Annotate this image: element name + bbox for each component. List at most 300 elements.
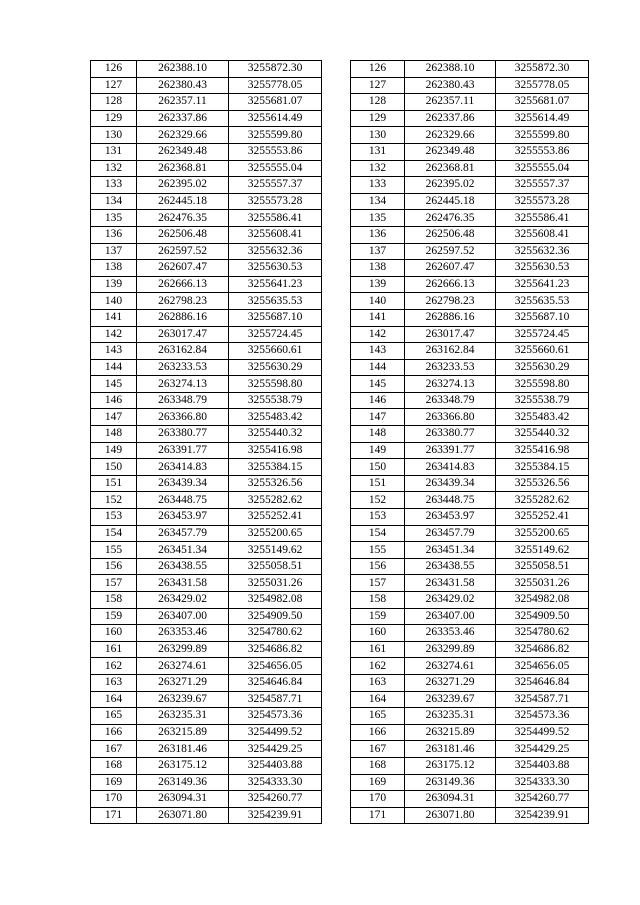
- x-coordinate-cell: 262798.23: [137, 293, 229, 310]
- x-coordinate-cell: 262337.86: [137, 110, 229, 127]
- x-coordinate-cell: 262886.16: [137, 309, 229, 326]
- table-row: [351, 708, 589, 725]
- table-row: [91, 492, 322, 509]
- x-coordinate-cell: 262380.43: [405, 77, 496, 94]
- point-number-cell: 150: [351, 459, 405, 476]
- table-row: [351, 309, 589, 326]
- table-row: [91, 127, 322, 144]
- table-row: [351, 509, 589, 526]
- point-number-cell: 161: [351, 641, 405, 658]
- y-coordinate-cell: 3254909.50: [496, 608, 589, 625]
- table-row: [91, 293, 322, 310]
- x-coordinate-cell: 263439.34: [405, 475, 496, 492]
- x-coordinate-cell: 263017.47: [137, 326, 229, 343]
- point-number-cell: 152: [351, 492, 405, 509]
- point-number-cell: 154: [351, 525, 405, 542]
- point-number-cell: 143: [91, 343, 137, 360]
- y-coordinate-cell: 3255483.42: [496, 409, 589, 426]
- point-number-cell: 134: [351, 193, 405, 210]
- x-coordinate-cell: 263299.89: [137, 641, 229, 658]
- x-coordinate-cell: 263235.31: [137, 708, 229, 725]
- x-coordinate-cell: 263239.67: [137, 691, 229, 708]
- point-number-cell: 132: [351, 160, 405, 177]
- table-row: [351, 210, 589, 227]
- x-coordinate-cell: 263366.80: [405, 409, 496, 426]
- x-coordinate-cell: 263438.55: [405, 558, 496, 575]
- y-coordinate-cell: 3255384.15: [496, 459, 589, 476]
- point-number-cell: 135: [91, 210, 137, 227]
- point-number-cell: 159: [351, 608, 405, 625]
- x-coordinate-cell: 263429.02: [137, 592, 229, 609]
- y-coordinate-cell: 3254573.36: [229, 708, 322, 725]
- table-row: [91, 193, 322, 210]
- table-row: [91, 625, 322, 642]
- table-row: [91, 741, 322, 758]
- table-row: [351, 791, 589, 808]
- table-row: [351, 193, 589, 210]
- x-coordinate-cell: 263181.46: [405, 741, 496, 758]
- point-number-cell: 161: [91, 641, 137, 658]
- point-number-cell: 133: [351, 177, 405, 194]
- table-row: [91, 757, 322, 774]
- x-coordinate-cell: 263181.46: [137, 741, 229, 758]
- y-coordinate-cell: 3255149.62: [229, 542, 322, 559]
- table-row: [351, 724, 589, 741]
- point-number-cell: 165: [351, 708, 405, 725]
- table-row: [351, 293, 589, 310]
- point-number-cell: 162: [91, 658, 137, 675]
- x-coordinate-cell: 263448.75: [137, 492, 229, 509]
- y-coordinate-cell: 3255416.98: [229, 442, 322, 459]
- point-number-cell: 130: [351, 127, 405, 144]
- x-coordinate-cell: 262395.02: [405, 177, 496, 194]
- point-number-cell: 164: [91, 691, 137, 708]
- point-number-cell: 149: [91, 442, 137, 459]
- point-number-cell: 139: [351, 276, 405, 293]
- y-coordinate-cell: 3255555.04: [229, 160, 322, 177]
- table-row: [91, 542, 322, 559]
- point-number-cell: 139: [91, 276, 137, 293]
- x-coordinate-cell: 263299.89: [405, 641, 496, 658]
- table-row: [91, 376, 322, 393]
- point-number-cell: 157: [351, 575, 405, 592]
- table-row: [351, 77, 589, 94]
- x-coordinate-cell: 263438.55: [137, 558, 229, 575]
- x-coordinate-cell: 262798.23: [405, 293, 496, 310]
- x-coordinate-cell: 263071.80: [405, 807, 496, 824]
- point-number-cell: 148: [91, 426, 137, 443]
- table-row: [351, 160, 589, 177]
- table-row: [91, 442, 322, 459]
- point-number-cell: 156: [351, 558, 405, 575]
- point-number-cell: 166: [91, 724, 137, 741]
- table-row: [351, 94, 589, 111]
- y-coordinate-cell: 3255599.80: [496, 127, 589, 144]
- point-number-cell: 163: [91, 674, 137, 691]
- point-number-cell: 128: [91, 94, 137, 111]
- table-row: [91, 608, 322, 625]
- x-coordinate-cell: 263391.77: [137, 442, 229, 459]
- table-row: [91, 791, 322, 808]
- y-coordinate-cell: 3255598.80: [496, 376, 589, 393]
- y-coordinate-cell: 3254686.82: [496, 641, 589, 658]
- point-number-cell: 128: [351, 94, 405, 111]
- x-coordinate-cell: 263274.13: [137, 376, 229, 393]
- x-coordinate-cell: 263175.12: [137, 757, 229, 774]
- x-coordinate-cell: 263366.80: [137, 409, 229, 426]
- table-row: [351, 143, 589, 160]
- table-row: [91, 459, 322, 476]
- x-coordinate-cell: 263431.58: [137, 575, 229, 592]
- x-coordinate-cell: 263271.29: [137, 674, 229, 691]
- coordinate-table-right: [350, 60, 589, 824]
- y-coordinate-cell: 3255724.45: [229, 326, 322, 343]
- y-coordinate-cell: 3255586.41: [496, 210, 589, 227]
- table-row: [351, 575, 589, 592]
- y-coordinate-cell: 3254656.05: [229, 658, 322, 675]
- table-row: [91, 210, 322, 227]
- point-number-cell: 137: [91, 243, 137, 260]
- x-coordinate-cell: 262329.66: [405, 127, 496, 144]
- x-coordinate-cell: 263271.29: [405, 674, 496, 691]
- table-row: [351, 127, 589, 144]
- table-row: [91, 359, 322, 376]
- point-number-cell: 170: [91, 791, 137, 808]
- y-coordinate-cell: 3254403.88: [229, 757, 322, 774]
- point-number-cell: 145: [91, 376, 137, 393]
- table-row: [91, 774, 322, 791]
- y-coordinate-cell: 3255630.53: [496, 260, 589, 277]
- point-number-cell: 163: [351, 674, 405, 691]
- y-coordinate-cell: 3255641.23: [496, 276, 589, 293]
- y-coordinate-cell: 3255687.10: [229, 309, 322, 326]
- table-row: [351, 243, 589, 260]
- x-coordinate-cell: 263215.89: [405, 724, 496, 741]
- y-coordinate-cell: 3254403.88: [496, 757, 589, 774]
- y-coordinate-cell: 3254429.25: [229, 741, 322, 758]
- y-coordinate-cell: 3254239.91: [229, 807, 322, 824]
- point-number-cell: 147: [351, 409, 405, 426]
- x-coordinate-cell: 262349.48: [137, 143, 229, 160]
- x-coordinate-cell: 263274.61: [405, 658, 496, 675]
- y-coordinate-cell: 3254686.82: [229, 641, 322, 658]
- point-number-cell: 131: [351, 143, 405, 160]
- x-coordinate-cell: 262666.13: [405, 276, 496, 293]
- x-coordinate-cell: 263149.36: [405, 774, 496, 791]
- y-coordinate-cell: 3255557.37: [229, 177, 322, 194]
- point-number-cell: 166: [351, 724, 405, 741]
- point-number-cell: 133: [91, 177, 137, 194]
- table-row: [91, 691, 322, 708]
- x-coordinate-cell: 262337.86: [405, 110, 496, 127]
- point-number-cell: 142: [351, 326, 405, 343]
- x-coordinate-cell: 262395.02: [137, 177, 229, 194]
- point-number-cell: 134: [91, 193, 137, 210]
- y-coordinate-cell: 3255483.42: [229, 409, 322, 426]
- table-row: [351, 757, 589, 774]
- y-coordinate-cell: 3255608.41: [496, 226, 589, 243]
- table-row: [351, 409, 589, 426]
- y-coordinate-cell: 3255200.65: [229, 525, 322, 542]
- point-number-cell: 159: [91, 608, 137, 625]
- y-coordinate-cell: 3255573.28: [229, 193, 322, 210]
- point-number-cell: 167: [351, 741, 405, 758]
- table-row: [351, 592, 589, 609]
- table-row: [351, 807, 589, 824]
- x-coordinate-cell: 262349.48: [405, 143, 496, 160]
- y-coordinate-cell: 3254982.08: [496, 592, 589, 609]
- table-row: [91, 658, 322, 675]
- point-number-cell: 168: [91, 757, 137, 774]
- point-number-cell: 165: [91, 708, 137, 725]
- table-row: [91, 592, 322, 609]
- point-number-cell: 157: [91, 575, 137, 592]
- x-coordinate-cell: 263448.75: [405, 492, 496, 509]
- y-coordinate-cell: 3255058.51: [229, 558, 322, 575]
- x-coordinate-cell: 262597.52: [405, 243, 496, 260]
- table-row: [351, 343, 589, 360]
- point-number-cell: 151: [351, 475, 405, 492]
- y-coordinate-cell: 3255778.05: [496, 77, 589, 94]
- table-row: [91, 77, 322, 94]
- y-coordinate-cell: 3254982.08: [229, 592, 322, 609]
- point-number-cell: 130: [91, 127, 137, 144]
- y-coordinate-cell: 3255555.04: [496, 160, 589, 177]
- x-coordinate-cell: 263239.67: [405, 691, 496, 708]
- x-coordinate-cell: 262357.11: [137, 94, 229, 111]
- x-coordinate-cell: 263233.53: [405, 359, 496, 376]
- y-coordinate-cell: 3255630.29: [229, 359, 322, 376]
- table-row: [351, 226, 589, 243]
- point-number-cell: 160: [351, 625, 405, 642]
- table-row: [91, 326, 322, 343]
- x-coordinate-cell: 262597.52: [137, 243, 229, 260]
- point-number-cell: 138: [351, 260, 405, 277]
- x-coordinate-cell: 262388.10: [137, 61, 229, 78]
- table-row: [91, 61, 322, 78]
- table-row: [91, 426, 322, 443]
- table-row: [91, 110, 322, 127]
- y-coordinate-cell: 3254573.36: [496, 708, 589, 725]
- x-coordinate-cell: 263451.34: [405, 542, 496, 559]
- x-coordinate-cell: 262607.47: [137, 260, 229, 277]
- point-number-cell: 145: [351, 376, 405, 393]
- x-coordinate-cell: 263380.77: [137, 426, 229, 443]
- point-number-cell: 155: [351, 542, 405, 559]
- y-coordinate-cell: 3254429.25: [496, 741, 589, 758]
- table-row: [351, 442, 589, 459]
- y-coordinate-cell: 3255632.36: [496, 243, 589, 260]
- point-number-cell: 136: [91, 226, 137, 243]
- point-number-cell: 147: [91, 409, 137, 426]
- x-coordinate-cell: 262388.10: [405, 61, 496, 78]
- point-number-cell: 167: [91, 741, 137, 758]
- x-coordinate-cell: 263071.80: [137, 807, 229, 824]
- point-number-cell: 144: [351, 359, 405, 376]
- x-coordinate-cell: 263453.97: [405, 509, 496, 526]
- y-coordinate-cell: 3255538.79: [229, 392, 322, 409]
- table-row: [91, 475, 322, 492]
- y-coordinate-cell: 3255282.62: [229, 492, 322, 509]
- y-coordinate-cell: 3254587.71: [496, 691, 589, 708]
- y-coordinate-cell: 3255630.29: [496, 359, 589, 376]
- y-coordinate-cell: 3255553.86: [496, 143, 589, 160]
- y-coordinate-cell: 3254646.84: [496, 674, 589, 691]
- y-coordinate-cell: 3255149.62: [496, 542, 589, 559]
- x-coordinate-cell: 263439.34: [137, 475, 229, 492]
- x-coordinate-cell: 263149.36: [137, 774, 229, 791]
- point-number-cell: 151: [91, 475, 137, 492]
- table-row: [91, 276, 322, 293]
- point-number-cell: 129: [351, 110, 405, 127]
- point-number-cell: 153: [91, 509, 137, 526]
- x-coordinate-cell: 263348.79: [137, 392, 229, 409]
- table-row: [91, 708, 322, 725]
- x-coordinate-cell: 262329.66: [137, 127, 229, 144]
- x-coordinate-cell: 262607.47: [405, 260, 496, 277]
- y-coordinate-cell: 3255660.61: [496, 343, 589, 360]
- x-coordinate-cell: 263215.89: [137, 724, 229, 741]
- y-coordinate-cell: 3254239.91: [496, 807, 589, 824]
- x-coordinate-cell: 262357.11: [405, 94, 496, 111]
- y-coordinate-cell: 3254499.52: [229, 724, 322, 741]
- x-coordinate-cell: 263348.79: [405, 392, 496, 409]
- y-coordinate-cell: 3254333.30: [229, 774, 322, 791]
- point-number-cell: 131: [91, 143, 137, 160]
- y-coordinate-cell: 3255598.80: [229, 376, 322, 393]
- table-row: [91, 143, 322, 160]
- point-number-cell: 155: [91, 542, 137, 559]
- point-number-cell: 150: [91, 459, 137, 476]
- x-coordinate-cell: 263353.46: [137, 625, 229, 642]
- x-coordinate-cell: 263233.53: [137, 359, 229, 376]
- point-number-cell: 141: [351, 309, 405, 326]
- x-coordinate-cell: 262506.48: [405, 226, 496, 243]
- table-row: [91, 575, 322, 592]
- table-row: [91, 807, 322, 824]
- table-row: [351, 492, 589, 509]
- point-number-cell: 143: [351, 343, 405, 360]
- table-row: [351, 625, 589, 642]
- table-row: [351, 276, 589, 293]
- y-coordinate-cell: 3255326.56: [496, 475, 589, 492]
- y-coordinate-cell: 3255608.41: [229, 226, 322, 243]
- x-coordinate-cell: 263162.84: [137, 343, 229, 360]
- y-coordinate-cell: 3255660.61: [229, 343, 322, 360]
- table-row: [351, 641, 589, 658]
- table-row: [91, 243, 322, 260]
- point-number-cell: 132: [91, 160, 137, 177]
- table-row: [91, 674, 322, 691]
- point-number-cell: 127: [91, 77, 137, 94]
- table-row: [351, 542, 589, 559]
- table-row: [351, 691, 589, 708]
- point-number-cell: 138: [91, 260, 137, 277]
- point-number-cell: 136: [351, 226, 405, 243]
- point-number-cell: 171: [351, 807, 405, 824]
- table-row: [91, 525, 322, 542]
- y-coordinate-cell: 3254780.62: [496, 625, 589, 642]
- point-number-cell: 152: [91, 492, 137, 509]
- x-coordinate-cell: 263094.31: [137, 791, 229, 808]
- table-row: [351, 426, 589, 443]
- point-number-cell: 144: [91, 359, 137, 376]
- table-row: [351, 177, 589, 194]
- table-row: [351, 110, 589, 127]
- y-coordinate-cell: 3255557.37: [496, 177, 589, 194]
- x-coordinate-cell: 263414.83: [405, 459, 496, 476]
- y-coordinate-cell: 3255416.98: [496, 442, 589, 459]
- table-row: [351, 741, 589, 758]
- table-row: [351, 525, 589, 542]
- y-coordinate-cell: 3255440.32: [229, 426, 322, 443]
- y-coordinate-cell: 3255724.45: [496, 326, 589, 343]
- x-coordinate-cell: 263274.61: [137, 658, 229, 675]
- table-row: [351, 61, 589, 78]
- table-row: [91, 509, 322, 526]
- x-coordinate-cell: 263429.02: [405, 592, 496, 609]
- y-coordinate-cell: 3255384.15: [229, 459, 322, 476]
- point-number-cell: 170: [351, 791, 405, 808]
- y-coordinate-cell: 3254646.84: [229, 674, 322, 691]
- point-number-cell: 160: [91, 625, 137, 642]
- point-number-cell: 142: [91, 326, 137, 343]
- x-coordinate-cell: 263353.46: [405, 625, 496, 642]
- point-number-cell: 164: [351, 691, 405, 708]
- x-coordinate-cell: 262886.16: [405, 309, 496, 326]
- y-coordinate-cell: 3255635.53: [229, 293, 322, 310]
- x-coordinate-cell: 262368.81: [137, 160, 229, 177]
- y-coordinate-cell: 3255687.10: [496, 309, 589, 326]
- y-coordinate-cell: 3255282.62: [496, 492, 589, 509]
- point-number-cell: 146: [91, 392, 137, 409]
- point-number-cell: 156: [91, 558, 137, 575]
- x-coordinate-cell: 263017.47: [405, 326, 496, 343]
- point-number-cell: 168: [351, 757, 405, 774]
- y-coordinate-cell: 3254780.62: [229, 625, 322, 642]
- table-row: [351, 774, 589, 791]
- table-row: [91, 160, 322, 177]
- x-coordinate-cell: 263380.77: [405, 426, 496, 443]
- x-coordinate-cell: 263431.58: [405, 575, 496, 592]
- y-coordinate-cell: 3254333.30: [496, 774, 589, 791]
- point-number-cell: 169: [91, 774, 137, 791]
- point-number-cell: 127: [351, 77, 405, 94]
- point-number-cell: 149: [351, 442, 405, 459]
- y-coordinate-cell: 3255641.23: [229, 276, 322, 293]
- y-coordinate-cell: 3255440.32: [496, 426, 589, 443]
- table-row: [91, 226, 322, 243]
- x-coordinate-cell: 262445.18: [405, 193, 496, 210]
- y-coordinate-cell: 3255614.49: [496, 110, 589, 127]
- x-coordinate-cell: 263391.77: [405, 442, 496, 459]
- coordinate-table-left: [90, 60, 322, 824]
- table-row: [91, 392, 322, 409]
- x-coordinate-cell: 263414.83: [137, 459, 229, 476]
- y-coordinate-cell: 3254587.71: [229, 691, 322, 708]
- y-coordinate-cell: 3255586.41: [229, 210, 322, 227]
- table-row: [351, 558, 589, 575]
- y-coordinate-cell: 3254499.52: [496, 724, 589, 741]
- table-row: [91, 177, 322, 194]
- x-coordinate-cell: 263457.79: [137, 525, 229, 542]
- table-row: [351, 260, 589, 277]
- y-coordinate-cell: 3254909.50: [229, 608, 322, 625]
- x-coordinate-cell: 263175.12: [405, 757, 496, 774]
- x-coordinate-cell: 263274.13: [405, 376, 496, 393]
- point-number-cell: 171: [91, 807, 137, 824]
- x-coordinate-cell: 262476.35: [405, 210, 496, 227]
